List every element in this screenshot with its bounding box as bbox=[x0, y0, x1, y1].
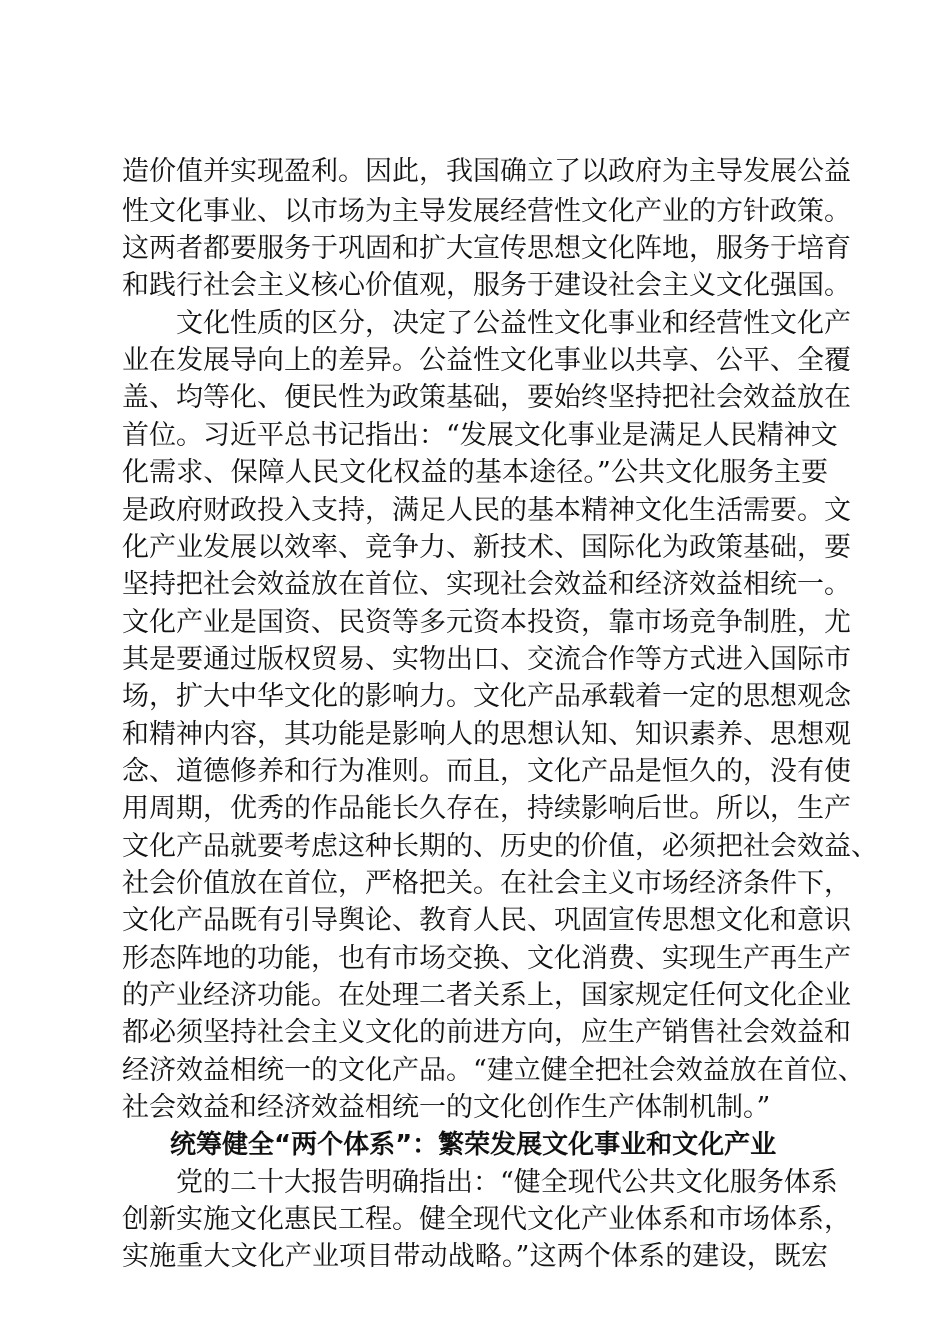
paragraph-first-line: 文化性质的区分，决定了公益性文化事业和经营性文化产 bbox=[176, 308, 851, 339]
text-line: 文化产品既有引导舆论、教育人民、巩固宣传思想文化和意识 bbox=[122, 905, 851, 936]
text-line: 化需求、保障人民文化权益的基本途径。”公共文化服务主要 bbox=[122, 457, 828, 488]
text-line: 场，扩大中华文化的影响力。文化产品承载着一定的思想观念 bbox=[122, 681, 851, 712]
text-line: 盖、均等化、便民性为政策基础，要始终坚持把社会效益放在 bbox=[122, 382, 851, 413]
text-line: 文化产业是国资、民资等多元资本投资，靠市场竞争制胜，尤 bbox=[122, 607, 851, 638]
text-line: 性文化事业、以市场为主导发展经营性文化产业的方针政策。 bbox=[122, 196, 851, 227]
text-line: 实施重大文化产业项目带动战略。”这两个体系的建设，既宏 bbox=[122, 1241, 828, 1272]
text-line: 的产业经济功能。在处理二者关系上，国家规定任何文化企业 bbox=[122, 980, 851, 1011]
text-line: 形态阵地的功能，也有市场交换、文化消费、实现生产再生产 bbox=[122, 943, 851, 974]
text-line: 化产业发展以效率、竞争力、新技术、国际化为政策基础，要 bbox=[122, 532, 851, 563]
text-line: 社会价值放在首位，严格把关。在社会主义市场经济条件下， bbox=[122, 868, 851, 899]
text-line: 文化产品就要考虑这种长期的、历史的价值，必须把社会效益、 bbox=[122, 831, 878, 862]
text-line: 其是要通过版权贸易、实物出口、交流合作等方式进入国际市 bbox=[122, 644, 851, 675]
text-line: 经济效益相统一的文化产品。“建立健全把社会效益放在首位、 bbox=[122, 1055, 865, 1086]
text-line: 都必须坚持社会主义文化的前进方向，应生产销售社会效益和 bbox=[122, 1017, 851, 1048]
text-line: 首位。习近平总书记指出：“发展文化事业是满足人民精神文 bbox=[122, 420, 838, 451]
text-line: 创新实施文化惠民工程。健全现代文化产业体系和市场体系， bbox=[122, 1204, 851, 1235]
section-heading: 统筹健全“两个体系”：繁荣发展文化事业和文化产业 bbox=[170, 1130, 777, 1160]
text-line: 业在发展导向上的差异。公益性文化事业以共享、公平、全覆 bbox=[122, 345, 851, 376]
text-line: 社会效益和经济效益相统一的文化创作生产体制机制。” bbox=[122, 1092, 771, 1123]
text-line: 和精神内容，其功能是影响人的思想认知、知识素养、思想观 bbox=[122, 719, 851, 750]
text-line: 坚持把社会效益放在首位、实现社会效益和经济效益相统一。 bbox=[122, 569, 851, 600]
text-line: 用周期，优秀的作品能长久存在，持续影响后世。所以，生产 bbox=[122, 793, 851, 824]
text-line: 造价值并实现盈利。因此，我国确立了以政府为主导发展公益 bbox=[122, 156, 851, 187]
text-line: 念、道德修养和行为准则。而且，文化产品是恒久的，没有使 bbox=[122, 756, 851, 787]
paragraph-first-line: 党的二十大报告明确指出：“健全现代公共文化服务体系 bbox=[176, 1167, 838, 1198]
text-line: 和践行社会主义核心价值观，服务于建设社会主义文化强国。 bbox=[122, 270, 851, 301]
text-line: 这两者都要服务于巩固和扩大宣传思想文化阵地，服务于培育 bbox=[122, 233, 851, 264]
text-line: 是政府财政投入支持，满足人民的基本精神文化生活需要。文 bbox=[122, 495, 851, 526]
